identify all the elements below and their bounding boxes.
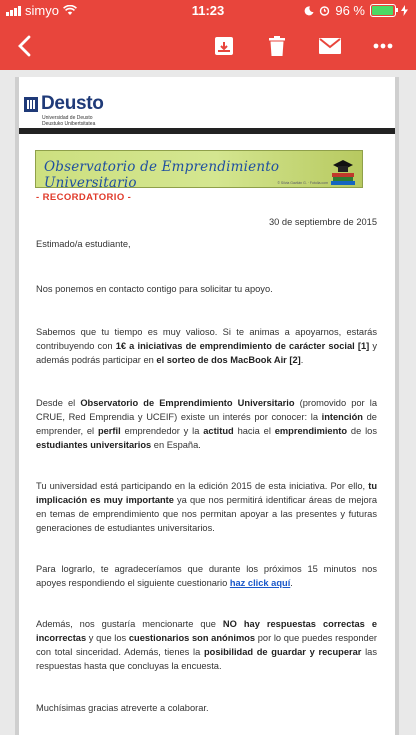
greeting: Estimado/a estudiante, <box>36 239 131 249</box>
clock: 11:23 <box>191 3 225 18</box>
more-icon <box>373 43 393 49</box>
battery-icon <box>370 4 396 17</box>
delete-button[interactable] <box>261 30 293 62</box>
paragraph-5: Para lograrlo, te agradeceríamos que durante los próximos 15 minutos nos apoyes respondiendo el siguiente cuestionario haz click aquí. <box>36 564 377 588</box>
deusto-emblem-icon <box>24 97 38 112</box>
deusto-logo <box>24 93 104 127</box>
reminder-label: - RECORDATORIO - <box>36 192 132 203</box>
paragraph-7: Muchísimas gracias atreverte a colaborar. <box>36 703 209 713</box>
email-body <box>19 77 395 735</box>
observatory-banner <box>35 150 363 191</box>
battery-label: 96 % <box>335 3 365 18</box>
header-divider <box>19 128 395 134</box>
charging-icon <box>401 5 408 16</box>
alarm-icon <box>319 5 330 16</box>
carrier-label: simyo <box>25 3 59 18</box>
chevron-left-icon <box>16 35 32 57</box>
moon-icon <box>304 6 314 16</box>
more-button[interactable] <box>367 30 399 62</box>
trash-icon <box>269 36 285 56</box>
logo-sub-line1: Universidad de Deusto <box>42 115 93 121</box>
email-toolbar <box>0 24 416 68</box>
envelope-icon <box>319 38 341 54</box>
paragraph-2: Sabemos que tu tiempo es muy valioso. Si te animas a apoyarnos, estarás contribuyendo con 1€ a iniciativas de emprendimiento de carácter social [1] y además podrás participar en el sorteo de dos MacBook Air [2]. <box>36 327 378 365</box>
app-bar <box>0 0 416 70</box>
logo-name: Deusto <box>41 93 104 114</box>
paragraph-4: Tu universidad está participando en la edición 2015 de esta iniciativa. Por ello, tu implicación es muy importante ya que nos permitirá identificar áreas de mejora en temas de emprendimiento que nos permitan apoyar a las presentes y futuras generaciones de estudiantes universitarios. <box>36 481 377 533</box>
logo-sub-line2: Deustuko Unibertsitatea <box>42 121 96 127</box>
paragraph-6: Además, nos gustaría mencionarte que NO hay respuestas correctas e incorrectas y que los cuestionarios son anónimos por lo que puedes responder con total sinceridad. Además, tienes la posibilidad de guardar y recuperar las respuestas hasta que concluyas la encuesta. <box>36 619 377 671</box>
banner-title: Observatorio de Emprendimiento Universitario <box>44 159 280 191</box>
banner-credit: © Silvia Gavilán G. · Fotolia.com <box>277 181 328 185</box>
books-graduation-cap-icon <box>330 155 356 185</box>
back-button[interactable] <box>8 30 40 62</box>
mark-unread-button[interactable] <box>314 30 346 62</box>
email-date: 30 de septiembre de 2015 <box>268 217 377 227</box>
survey-link[interactable]: haz click aquí <box>229 578 291 588</box>
status-bar <box>0 0 416 20</box>
paragraph-1: Nos ponemos en contacto contigo para solicitar tu apoyo. <box>36 284 273 294</box>
archive-button[interactable] <box>208 30 240 62</box>
archive-icon <box>214 36 234 56</box>
paragraph-3: Desde el Observatorio de Emprendimiento Universitario (promovido por la CRUE, Red Emprendia y UCEIF) existe un interés por conocer: la intención de emprender, el perfil emprendedor y la actitud hacia el emprendimiento de los estudiantes universitarios en España. <box>36 398 377 450</box>
